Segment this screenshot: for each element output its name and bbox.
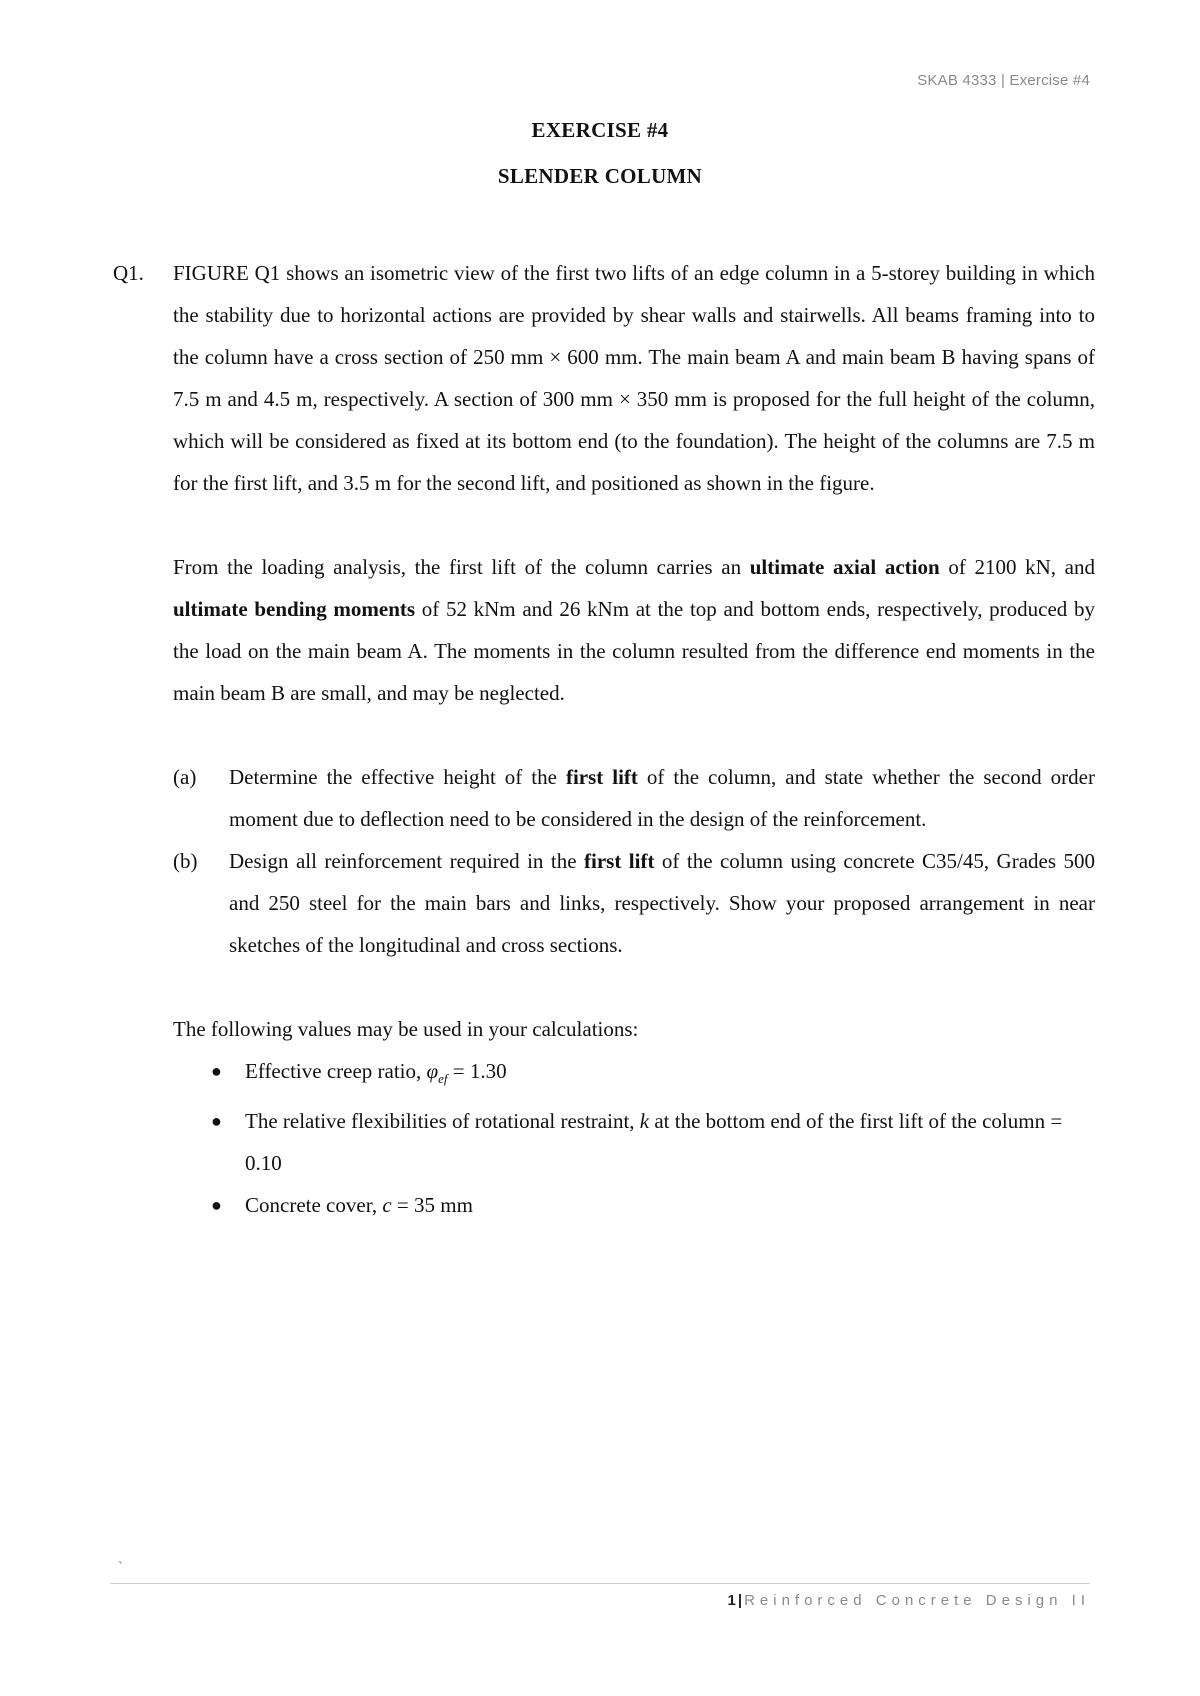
value-concrete-cover xyxy=(173,1184,1095,1226)
bold-term: first lift xyxy=(565,765,638,789)
subscript: ef xyxy=(438,1071,448,1087)
footer-title: Reinforced Concrete Design II xyxy=(744,1592,1090,1609)
text-run: of the column using concrete C35/45, Grades 500 and 250 steel for the main bars and links, respectively. Show your proposed arrangement in near sketches of the longitudinal and cross sections. xyxy=(229,849,1095,957)
text-run: Determine the effective height of the xyxy=(229,765,566,789)
stray-mark: ` xyxy=(118,1560,123,1575)
text-run: = 35 mm xyxy=(391,1193,473,1218)
values-list xyxy=(173,1050,1095,1226)
bold-term: ultimate axial action xyxy=(749,555,940,579)
page-number: 1 xyxy=(727,1592,738,1609)
symbol: φ xyxy=(426,1059,439,1083)
question-part-a xyxy=(173,756,1095,840)
question-block xyxy=(113,252,1095,1226)
bullet-icon: ● xyxy=(211,1111,222,1132)
bold-term: ultimate bending moments xyxy=(173,597,416,621)
bullet-icon: ● xyxy=(211,1195,222,1216)
question-number: Q1. xyxy=(113,261,144,285)
phi-symbol xyxy=(426,1059,448,1087)
values-intro: The following values may be used in your calculations: xyxy=(173,1017,639,1041)
question-parts xyxy=(173,756,1095,966)
symbol: c xyxy=(382,1193,392,1218)
question-body xyxy=(173,252,1095,1226)
exercise-title: EXERCISE #4 xyxy=(531,118,669,142)
text-run: = 1.30 xyxy=(447,1059,507,1083)
text-run: of 2100 kN, and xyxy=(939,555,1096,579)
question-part-b xyxy=(173,840,1095,966)
question-paragraph-2 xyxy=(173,546,1095,714)
text-run: Effective creep ratio, xyxy=(245,1059,427,1083)
part-label: (b) xyxy=(173,849,198,873)
bullet-icon: ● xyxy=(211,1061,222,1081)
text-run: Design all reinforcement required in the xyxy=(229,849,584,873)
text-run: Concrete cover, xyxy=(245,1193,383,1218)
text-run: of the column, and state whether the second order moment due to deflection need to be considered in the design of the reinforcement. xyxy=(229,765,1095,831)
value-rotational-restraint xyxy=(173,1100,1095,1184)
page-header: SKAB 4333 | Exercise #4 xyxy=(917,72,1090,89)
page-footer xyxy=(728,1592,1090,1609)
value-creep-ratio xyxy=(173,1050,1095,1100)
bold-term: first lift xyxy=(584,849,655,873)
question-paragraph-1: FIGURE Q1 shows an isometric view of the first two lifts of an edge column in a 5-storey building in which the stability due to horizontal actions are provided by shear walls and stairwells. All beams framing into to the column have a cross section of 250 mm × 600 mm. The main beam A and main beam B having spans of 7.5 m and 4.5 m, respectively. A section of 300 mm × 350 mm is proposed for the full height of the column, which will be considered as fixed at its bottom end (to the foundation). The height of the columns are 7.5 m for the first lift, and 3.5 m for the second lift, and positioned as shown in the figure. xyxy=(173,261,1095,495)
symbol: k xyxy=(639,1109,650,1134)
footer-divider xyxy=(110,1583,1090,1584)
exercise-subtitle: SLENDER COLUMN xyxy=(497,164,703,188)
text-run: at the bottom end of the first lift of the column = 0.10 xyxy=(245,1109,1063,1176)
text-run: of 52 kNm and 26 kNm at the top and bottom ends, respectively, produced by the load on the main beam A. The moments in the column resulted from the difference end moments in the main beam B are small, and may be neglected. xyxy=(173,597,1095,705)
text-run: From the loading analysis, the first lift of the column carries an xyxy=(173,555,750,579)
footer-separator: | xyxy=(737,1592,745,1609)
part-label: (a) xyxy=(173,765,197,789)
text-run: The relative flexibilities of rotational restraint, xyxy=(245,1109,640,1134)
